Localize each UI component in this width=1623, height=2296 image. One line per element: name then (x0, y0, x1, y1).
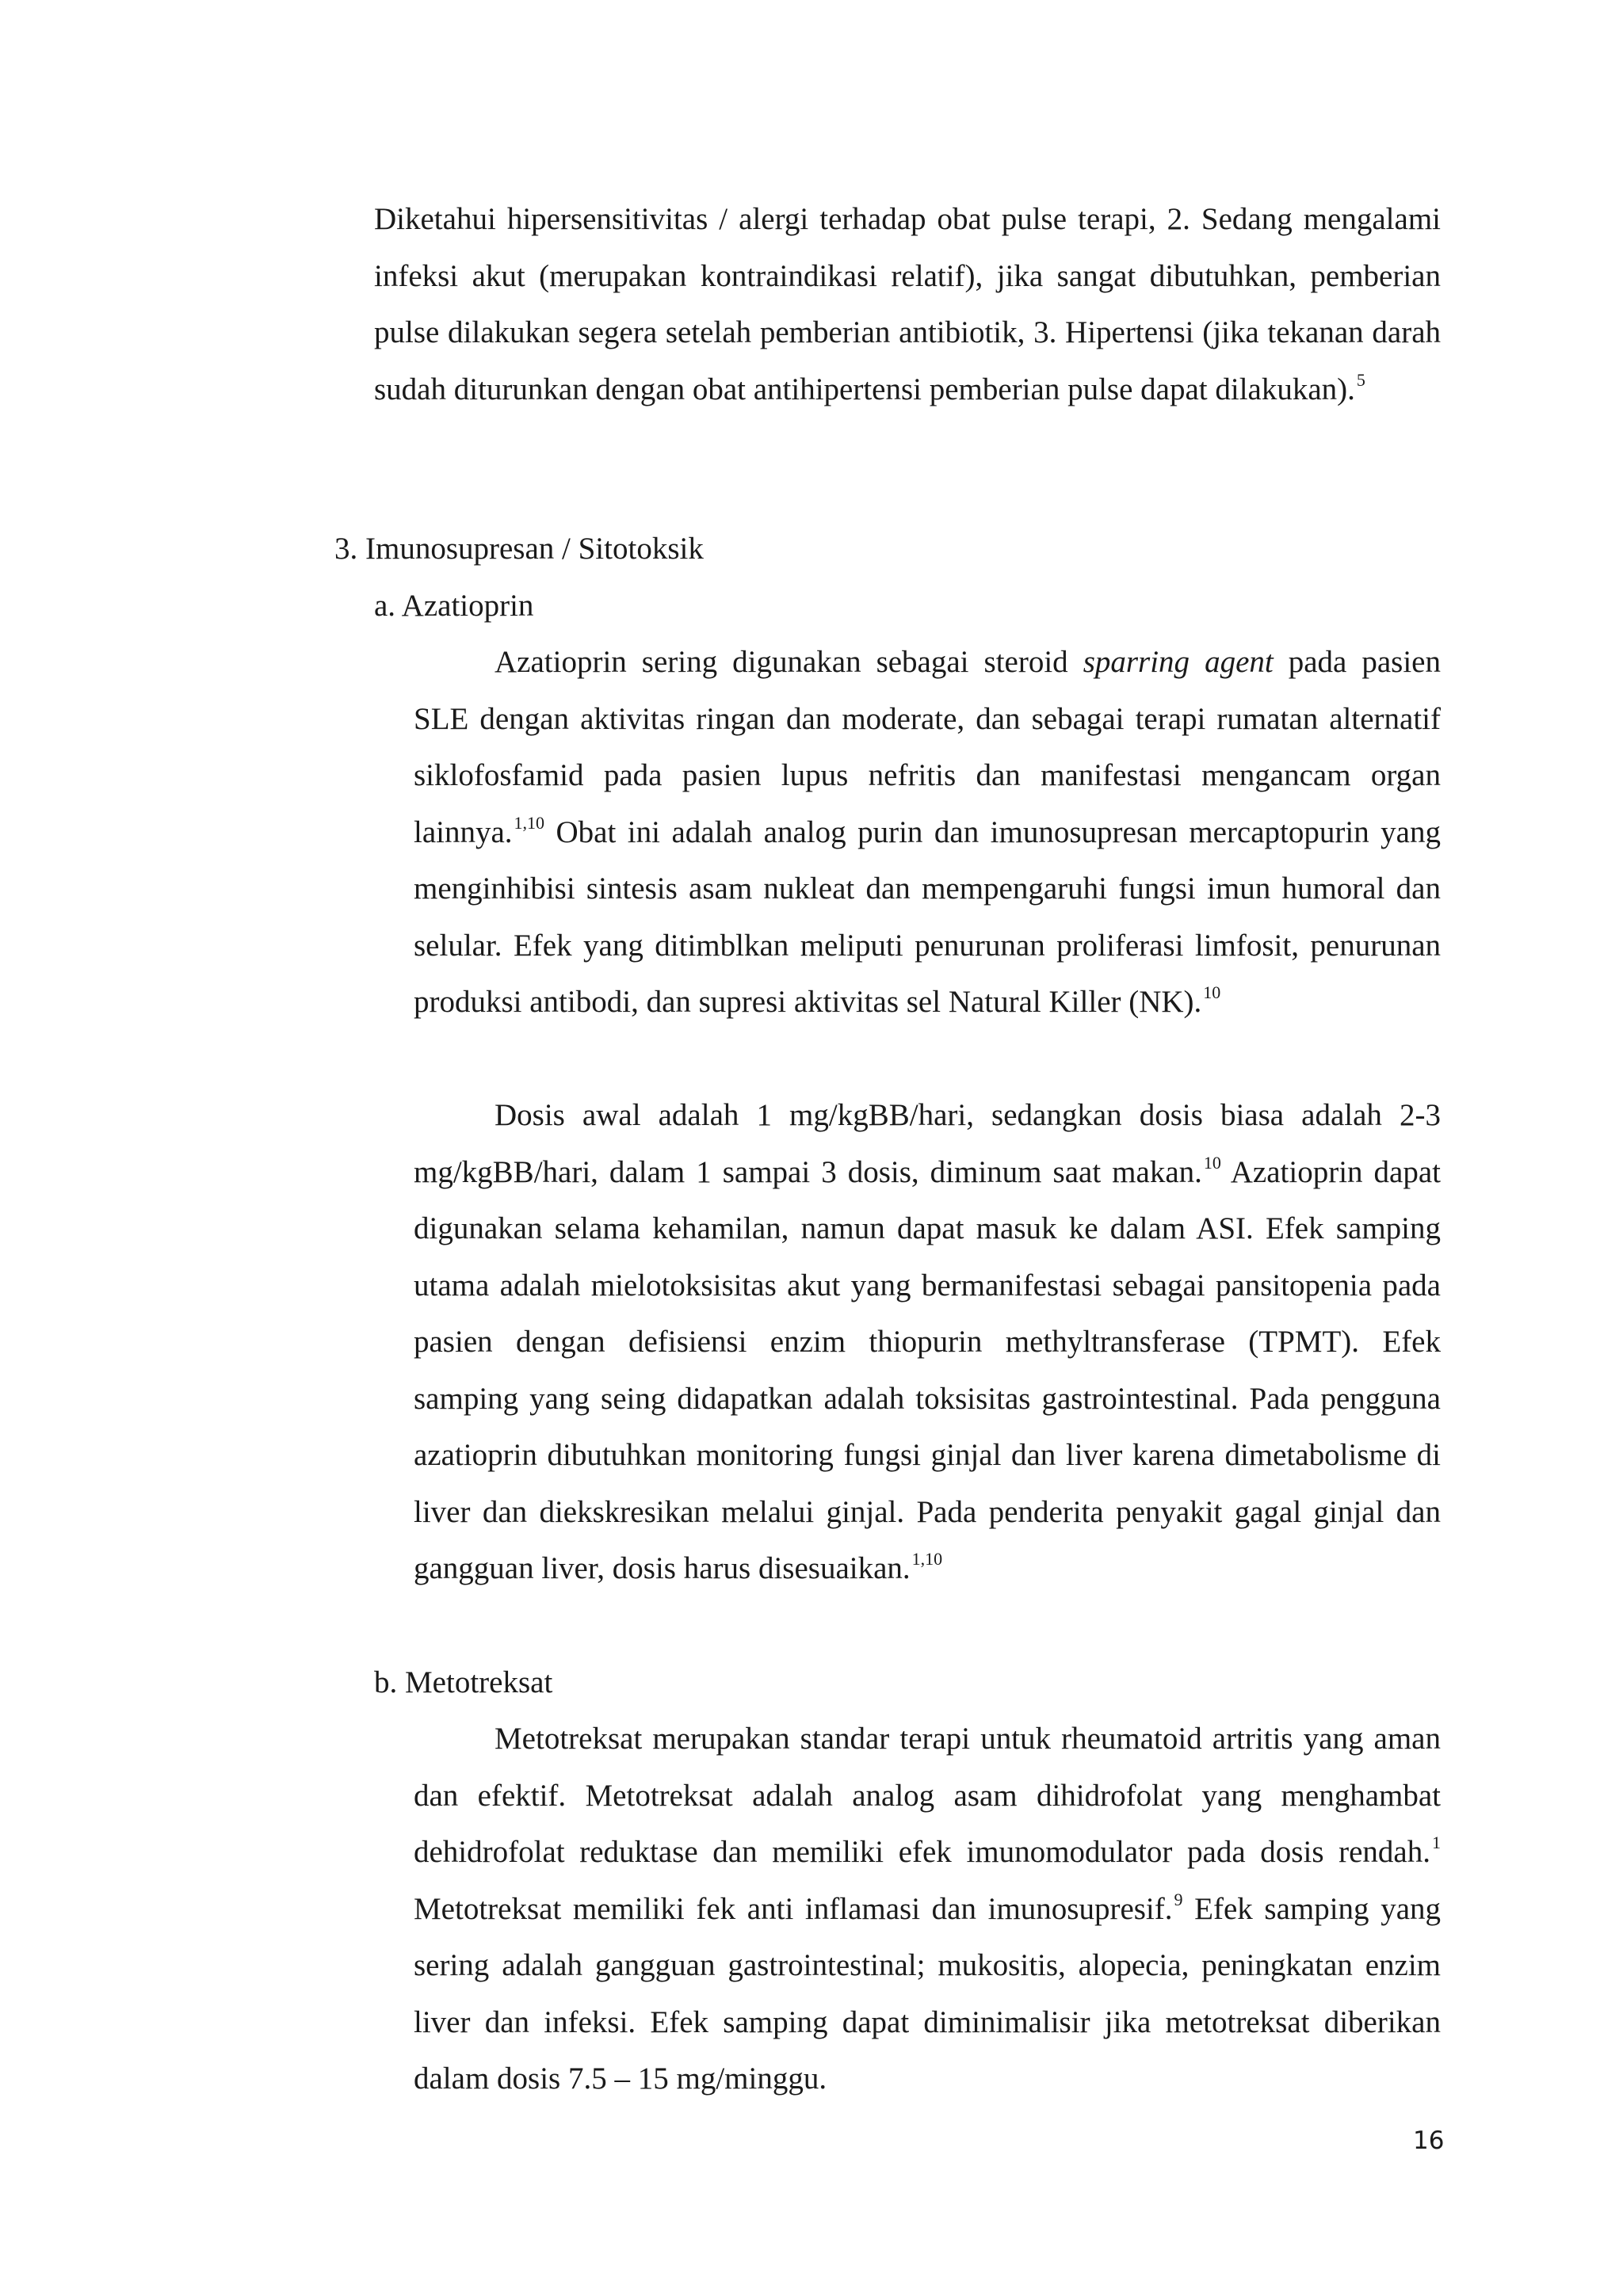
citation-ref: 1,10 (911, 1549, 943, 1569)
paragraph-text: Azatioprin dapat digunakan selama kehamilan, namun dapat masuk ke dalam ASI. Efek samping utama adalah mielotoksisitas akut yang bermanifestasi sebagai pansitopenia pada pasien dengan defisiensi enzim thiopurin methyltransferase (TPMT). Efek samping yang seing didapatkan adalah toksisitas gastrointestinal. Pada pengguna azatioprin dibutuhkan monitoring fungsi ginjal dan liver karena dimetabolisme di liver dan diekskresikan melalui ginjal. Pada penderita penyakit gagal ginjal dan gangguan liver, dosis harus disesuaikan. (414, 1154, 1441, 1585)
citation-ref: 1,10 (514, 812, 545, 833)
paragraph-text: Diketahui hipersensitivitas / alergi terhadap obat pulse terapi, 2. Sedang mengalami infeksi akut (merupakan kontraindikasi relatif), jika sangat dibutuhkan, pemberian pulse dilakukan segera setelah pemberian antibiotik, 3. Hipertensi (jika tekanan darah sudah diturunkan dengan obat antihipertensi pemberian pulse dapat dilakukan). (374, 202, 1441, 406)
paragraph-text: Metotreksat merupakan standar terapi untuk rheumatoid artritis yang aman dan efektif. Metotreksat adalah analog asam dihidrofolat yang menghambat dehidrofolat reduktase dan memiliki efek imunomodulator pada dosis rendah. (414, 1722, 1441, 1869)
subsection-heading-azatioprin: a. Azatioprin (374, 589, 534, 623)
paragraph-metotreksat (414, 1711, 1441, 2107)
citation-ref: 1 (1432, 1833, 1441, 1852)
paragraph-azatioprin-intro (414, 634, 1441, 1031)
subsection-heading-metotreksat: b. Metotreksat (374, 1665, 553, 1699)
paragraph-text: Efek samping yang sering adalah gangguan gastrointestinal; mukositis, alopecia, peningkatan enzim liver dan infeksi. Efek samping dapat diminimalisir jika metotreksat diberikan dalam dosis 7.5 – 15 mg/minggu. (414, 1891, 1441, 2096)
paragraph-text: Obat ini adalah analog purin dan imunosupresan mercaptopurin yang menginhibisi sintesis asam nukleat dan mempengaruhi fungsi imun humoral dan selular. Efek yang ditimblkan meliputi penurunan proliferasi limfosit, penurunan produksi antibodi, dan supresi aktivitas sel Natural Killer (NK). (414, 814, 1441, 1019)
citation-ref: 10 (1203, 1152, 1221, 1173)
citation-ref: 10 (1203, 982, 1221, 1002)
page-number: 16 (1413, 2126, 1445, 2155)
paragraph-text: Azatioprin sering digunakan sebagai steroid (495, 645, 1083, 679)
paragraph-text: pada pasien SLE dengan aktivitas ringan dan moderate, dan sebagai terapi rumatan alternatif siklofosfamid pada pasien lupus nefritis dan manifestasi mengancam organ lainnya. (414, 645, 1441, 849)
paragraph-text: Metotreksat memiliki fek anti inflamasi dan imunosupresif. (414, 1891, 1173, 1926)
citation-ref: 9 (1174, 1889, 1183, 1909)
paragraph-text: Dosis awal adalah 1 mg/kgBB/hari, sedangkan dosis biasa adalah 2-3 mg/kgBB/hari, dalam 1 sampai 3 dosis, diminum saat makan. (414, 1098, 1441, 1189)
citation-ref: 5 (1356, 369, 1365, 390)
section-heading-immunosuppressant: 3. Imunosupresan / Sitotoksik (334, 532, 704, 566)
paragraph-pulse-contraindications (374, 191, 1441, 418)
paragraph-azatioprin-dosage (414, 1087, 1441, 1597)
italic-term: sparring agent (1083, 645, 1274, 679)
